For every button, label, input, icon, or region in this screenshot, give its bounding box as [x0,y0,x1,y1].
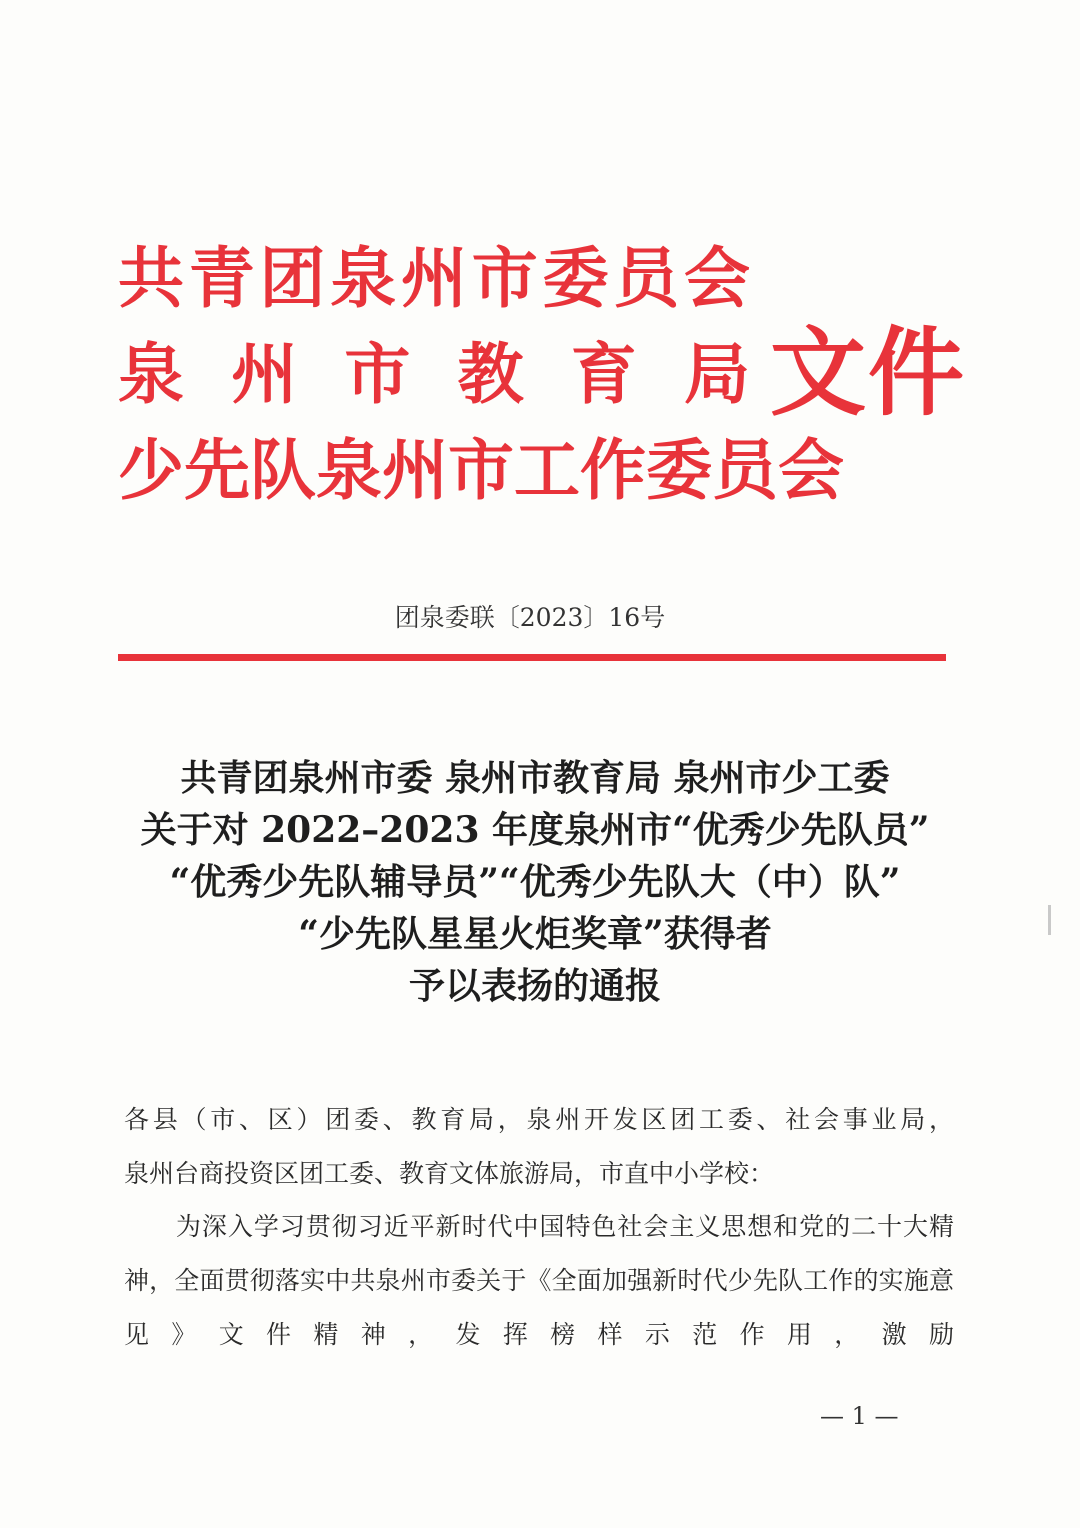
title-line: “优秀少先队辅导员”“优秀少先队大（中）队” [169,861,901,903]
red-divider-line [118,654,946,661]
title-line: 共青团泉州市委 泉州市教育局 泉州市少工委 [180,757,890,799]
addressee-line: 泉州台商投资区团工委、教育文体旅游局，市直中小学校： [124,1159,775,1188]
body-paragraph: 为深入学习贯彻习近平新时代中国特色社会主义思想和党的二十大精神，全面贯彻落实中共泉州市委关于《全面加强新时代少先队工作的实施意见》文件精神，发挥榜样示范作用，激励 [124,1212,954,1349]
scan-edge-mark [1048,905,1051,935]
addressee-line: 各县（市、区）团委、教育局，泉州开发区团工委、社会事业局， [124,1105,954,1134]
title-line: 关于对 2022–2023 年度泉州市“优秀少先队员” [140,809,930,851]
document-title [60,752,1010,1012]
issuer-education-bureau: 泉 州 市 教 育 局 [118,335,750,413]
page-number: — 1 — [820,1402,899,1430]
document-number: 团泉委联〔2023〕16号 [394,603,666,632]
document-suffix: 文件 [770,316,966,429]
issuer-communist-youth-league: 共 青 团 泉 州 市 委 员 会 [118,239,750,317]
addressee-block [124,1093,954,1201]
issuer-young-pioneers-committee: 少 先 队 泉 州 市 工 作 委 员 会 [118,431,844,509]
title-line: 予以表扬的通报 [408,965,661,1007]
title-line: “少先队星星火炬奖章”获得者 [298,913,772,955]
